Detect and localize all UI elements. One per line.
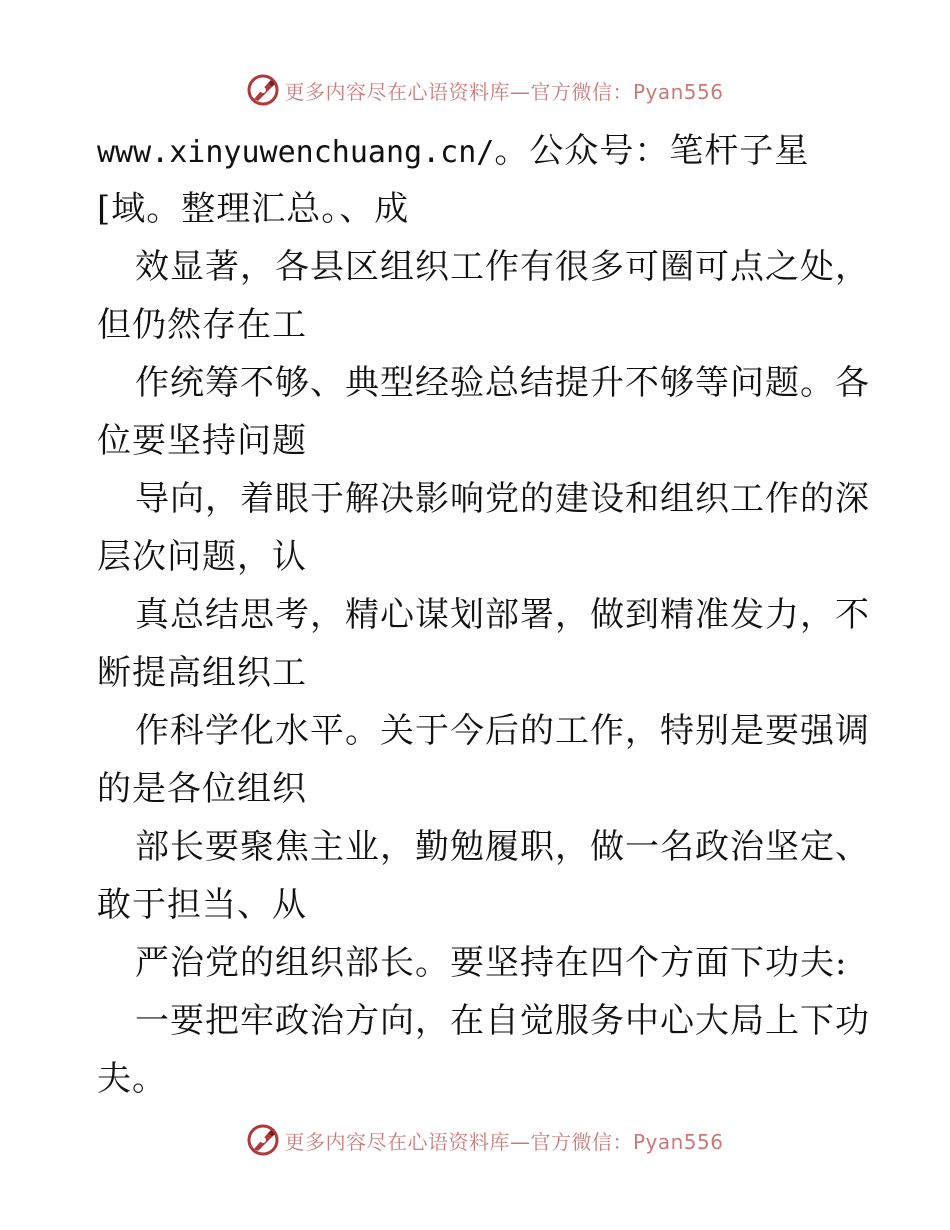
document-body [97,122,870,1108]
header-banner [0,70,950,110]
body-line-6: 位要坚持问题 [97,421,307,461]
body-line-1-rest: 。公众号：笔杆子星 [494,131,810,171]
pen-logo-icon [246,73,280,107]
body-line-15: 严治党的组织部长。要坚持在四个方面下功夫: [135,943,848,983]
body-line-3: 效显著，各县区组织工作有很多可圈可点之处， [135,247,870,287]
body-line-2: [域。整理汇总。、成 [97,189,410,229]
body-line-12: 的是各位组织 [97,769,307,809]
header-banner-inner [246,73,723,107]
header-banner-text: 更多内容尽在心语资料库—官方微信：Pyan556 [284,79,724,104]
footer-banner-inner [246,1123,723,1157]
body-line-13: 部长要聚焦主业，勤勉履职，做一名政治坚定、 [135,827,870,867]
body-line-4: 但仍然存在工 [97,305,307,345]
body-line-5: 作统筹不够、典型经验总结提升不够等问题。各 [135,363,870,403]
body-line-9: 真总结思考，精心谋划部署，做到精准发力，不 [135,595,870,635]
body-line-16: 一要把牢政治方向，在自觉服务中心大局上下功 [135,1001,870,1041]
body-line-14: 敢于担当、从 [97,885,307,925]
body-line-17: 夫。 [97,1059,167,1099]
body-line-1 [97,122,857,180]
body-line-7: 导向，着眼于解决影响党的建设和组织工作的深 [135,479,870,519]
body-line-8: 层次问题，认 [97,537,307,577]
footer-banner-text: 更多内容尽在心语资料库—官方微信：Pyan556 [284,1129,724,1154]
footer-banner [0,1120,950,1160]
website-url: www.xinyuwenchuang.cn/ [97,135,495,170]
body-line-10: 断提高组织工 [97,653,307,693]
body-line-11: 作科学化水平。关于今后的工作，特别是要强调 [135,711,870,751]
pen-logo-icon [246,1123,280,1157]
